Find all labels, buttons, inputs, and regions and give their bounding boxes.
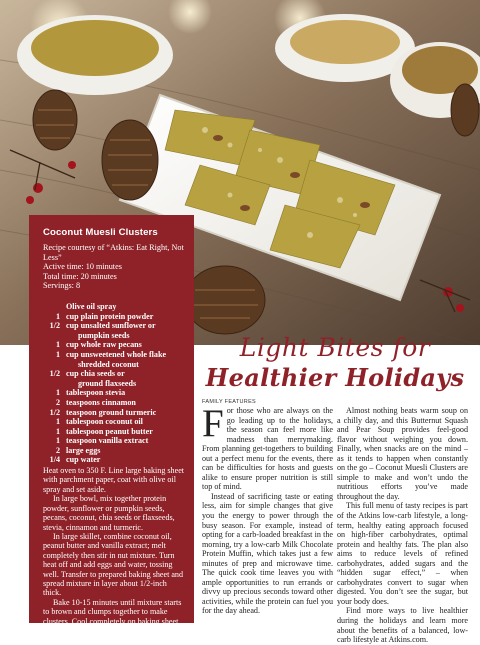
ingredient-item [43,388,186,398]
headline-line-1: Light Bites for [239,333,431,362]
ingredient-item [43,446,186,456]
ingredient-quantity: 2 [55,397,60,407]
ingredient-quantity: 1/4 [49,455,60,465]
ingredient-name: cup unsalted sunflower or [66,321,156,331]
ingredient-item [43,398,186,408]
direction-step: In large bowl, mix together protein powder, sunflower or pumpkin seeds, pecans, coconut, chia seeds or flaxseeds, stevia, cinnamon and turmeric. [43,494,175,532]
article-paragraph: Instead of sacrificing taste or eating less, aim for simple changes that give you the energy to power through the busy season. For example, instead of opting for a carb-loaded breakfast in the morning, try a low-carb Milk Chocolate Protein Muffin, which takes just a few minutes of prep and microwave time. The quick cook time leaves you with ample opportunities to run errands or divvy up precious seconds toward other activities, while the protein can fuel you for the day ahead. [202,491,333,616]
recipe-active-time: Active time: 10 minutes [43,262,122,272]
recipe-sidebar [29,215,194,645]
ingredient-name: large eggs [66,445,101,455]
ingredient-item [43,417,186,427]
ingredient-quantity [43,379,66,389]
ingredient-quantity: 1 [55,426,60,436]
recipe-courtesy: Recipe courtesy of “Atkins: Eat Right, Not Less” [43,243,184,262]
ingredient-quantity [43,360,66,370]
drop-cap: F [202,402,224,445]
ingredient-quantity [43,331,66,341]
section-kicker: FAMILY FEATURES [202,399,257,405]
ingredient-item [43,408,186,418]
ingredient-quantity: 1 [55,436,60,446]
ingredient-item [43,302,186,312]
ingredient-item [43,436,186,446]
ingredient-item [43,379,186,389]
ingredient-quantity: 1/2 [49,407,60,417]
ingredient-quantity [43,302,66,312]
ingredient-item [43,455,186,465]
ingredient-item [43,369,186,379]
ingredient-quantity: 2 [55,445,60,455]
ingredient-name: cup whole raw pecans [66,340,142,350]
recipe-title: Coconut Muesli Clusters [43,227,158,238]
ingredient-name: teaspoon ground turmeric [66,407,157,417]
ingredient-name: cup chia seeds or [66,369,125,379]
ingredient-quantity: 1 [55,417,60,427]
ingredient-quantity: 1 [55,349,60,359]
ingredient-quantity: 1 [55,388,60,398]
ingredient-item [43,427,186,437]
ingredient-name: tablespoon peanut butter [66,426,153,436]
direction-step: Heat oven to 350 F. Line large baking sheet with parchment paper, coat with olive oil spray and set aside. [43,466,185,494]
ingredient-item [43,331,186,341]
recipe-total-time: Total time: 20 minutes [43,271,117,281]
ingredient-item [43,321,186,331]
ingredient-name: Olive oil spray [66,301,117,311]
headline [205,333,465,393]
headline-line-2: Healthier Holidays [205,363,465,392]
direction-step: Bake 10-15 minutes until mixture starts to brown and clumps together to make clusters. Cool completely on baking sheet then store in airtight container, refrigerated, up to 1 week. [43,597,185,645]
ingredient-name: tablespoon coconut oil [66,417,143,427]
ingredient-name: shredded coconut [78,359,139,369]
ingredient-item [43,312,186,322]
ingredient-quantity: 1 [55,340,60,350]
ingredient-item [43,340,186,350]
article-paragraph: Find more ways to live healthier during the holidays and learn more about the benefits of a balanced, low-carb lifestyle at Atkins.com. [337,606,468,645]
direction-step: In large skillet, combine coconut oil, peanut butter and vanilla extract; melt completely then stir in nut mixture. Turn heat off and add eggs and water, tossing well. Transfer to prepared baking sheet and spread mixture in layer about 1/2-inch thick. [43,531,184,598]
ingredient-name: cup plain protein powder [66,311,154,321]
ingredient-quantity: 1/2 [49,321,60,331]
ingredient-item [43,350,186,360]
article-paragraph: This full menu of tasty recipes is part of the Atkins low-carb lifestyle, a long-term, healthy eating approach focused on high-fiber carbohydrates, optimal protein and healthy fats. The plan also aims to reduce levels of refined carbohydrates, added sugars and the “hidden sugar effect,” – when carbohydrates convert to sugar when digested. You don’t see the sugar, but your body does. [337,501,468,606]
ingredient-name: teaspoon vanilla extract [66,436,149,446]
ingredient-list [43,302,186,465]
recipe-meta [43,243,186,291]
ingredient-item [43,360,186,370]
article-column-2 [337,406,468,645]
ingredient-name: pumpkin seeds [78,330,130,340]
ingredient-name: ground flaxseeds [78,378,137,388]
ingredient-quantity: 1/2 [49,369,60,379]
recipe-directions [43,466,186,645]
ingredient-name: teaspoons cinnamon [66,397,136,407]
ingredient-name: cup unsweetened whole flake [66,349,167,359]
article-paragraph: Almost nothing beats warm soup on a chilly day, and this Butternut Squash and Pear Soup provides feel-good flavor without weighing you down. Finally, when snacks are on the mind – as it tends to happen when constantly on the go – Coconut Muesli Clusters are simple to make and won’t undo the nutritious efforts you’ve made throughout the day. [337,406,468,501]
ingredient-name: tablespoon stevia [66,388,126,398]
recipe-servings: Servings: 8 [43,281,81,291]
article-paragraph: or those who are always on the go leading up to the holidays, the season can feel more like madness than merrymaking. From planning get-togethers to building out a perfect menu for the events, there can be difficulties for hosts and guests alike to ensure proper nutrition is still top of mind. [202,406,333,492]
ingredient-quantity: 1 [55,311,60,321]
ingredient-name: cup water [66,455,101,465]
